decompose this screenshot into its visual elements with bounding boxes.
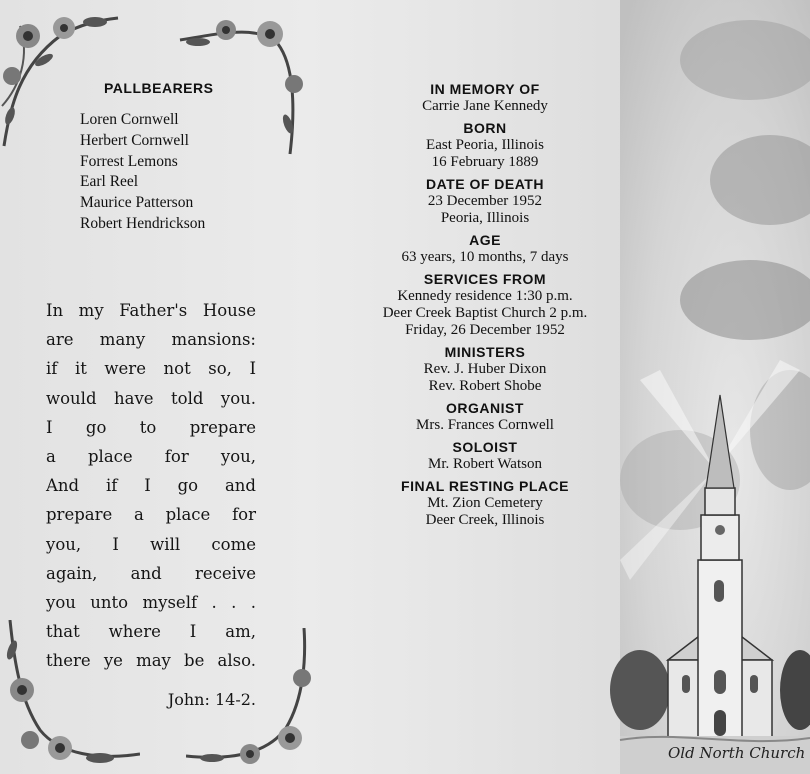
section-heading: SOLOIST <box>452 439 518 455</box>
verse-line: would have told you. <box>46 388 256 408</box>
illustration-caption: Old North Church <box>668 744 806 762</box>
memorial-details <box>330 80 640 533</box>
section-heading: IN MEMORY OF <box>430 81 540 97</box>
section-organist <box>330 399 640 434</box>
section-line: Rev. J. Huber Dixon <box>423 361 547 377</box>
pallbearer-name: Earl Reel <box>80 173 139 191</box>
section-heading: MINISTERS <box>444 344 526 360</box>
section-line: Mrs. Frances Cornwell <box>416 417 554 433</box>
section-services-from <box>330 270 640 339</box>
section-heading: ORGANIST <box>446 400 524 416</box>
verse-line: again, and receive <box>46 563 256 583</box>
pallbearers-heading: PALLBEARERS <box>104 80 214 96</box>
section-heading: AGE <box>469 232 501 248</box>
verse-line: prepare a place for <box>46 505 256 525</box>
section-line: Mr. Robert Watson <box>428 456 542 472</box>
pallbearer-name: Maurice Patterson <box>80 194 194 212</box>
section-line: Friday, 26 December 1952 <box>405 322 565 338</box>
verse-line: a place for you, <box>46 446 256 466</box>
pallbearer-name: Robert Hendrickson <box>80 214 206 232</box>
verse-line: In my Father's House <box>46 301 256 320</box>
verse-line: you unto myself . . . <box>46 592 256 612</box>
verse-line: I go to prepare <box>46 417 256 437</box>
section-heading: FINAL RESTING PLACE <box>401 478 569 494</box>
pallbearer-name: Forrest Lemons <box>80 152 178 170</box>
scripture-verse <box>46 296 256 675</box>
section-line: 23 December 1952 <box>427 193 543 209</box>
section-line: Mt. Zion Cemetery <box>427 495 543 511</box>
verse-line: that where I am, <box>46 622 256 642</box>
section-line: Peoria, Illinois <box>440 210 530 226</box>
pallbearers-list <box>80 110 205 235</box>
church-illustration <box>600 0 810 774</box>
section-soloist <box>330 438 640 473</box>
pallbearer-name: Loren Cornwell <box>80 111 179 128</box>
section-line: Carrie Jane Kennedy <box>422 98 548 114</box>
verse-line: there ye may be also. <box>46 651 256 671</box>
section-born <box>330 119 640 171</box>
verse-reference: John: 14-2. <box>167 690 256 709</box>
section-heading: BORN <box>463 120 507 136</box>
section-line: 63 years, 10 months, 7 days <box>401 249 569 265</box>
verse-line: And if I go and <box>46 476 256 496</box>
pallbearer-name: Herbert Cornwell <box>80 131 189 149</box>
verse-line: you, I will come <box>46 534 256 554</box>
section-line: East Peoria, Illinois <box>426 137 544 153</box>
section-date-of-death <box>330 175 640 227</box>
verse-line: if it were not so, I <box>46 359 256 379</box>
section-line: Deer Creek Baptist Church 2 p.m. <box>382 305 588 321</box>
section-ministers <box>330 343 640 395</box>
section-heading: SERVICES FROM <box>423 271 547 287</box>
section-line: 16 February 1889 <box>431 154 539 170</box>
section-heading: DATE OF DEATH <box>426 176 544 192</box>
section-line: Rev. Robert Shobe <box>428 378 542 394</box>
section-line: Kennedy residence 1:30 p.m. <box>397 288 573 304</box>
section-in-memory-of <box>330 80 640 115</box>
section-age <box>330 231 640 266</box>
section-final-resting-place <box>330 477 640 529</box>
section-line: Deer Creek, Illinois <box>425 512 545 528</box>
verse-line: are many mansions: <box>46 330 256 350</box>
